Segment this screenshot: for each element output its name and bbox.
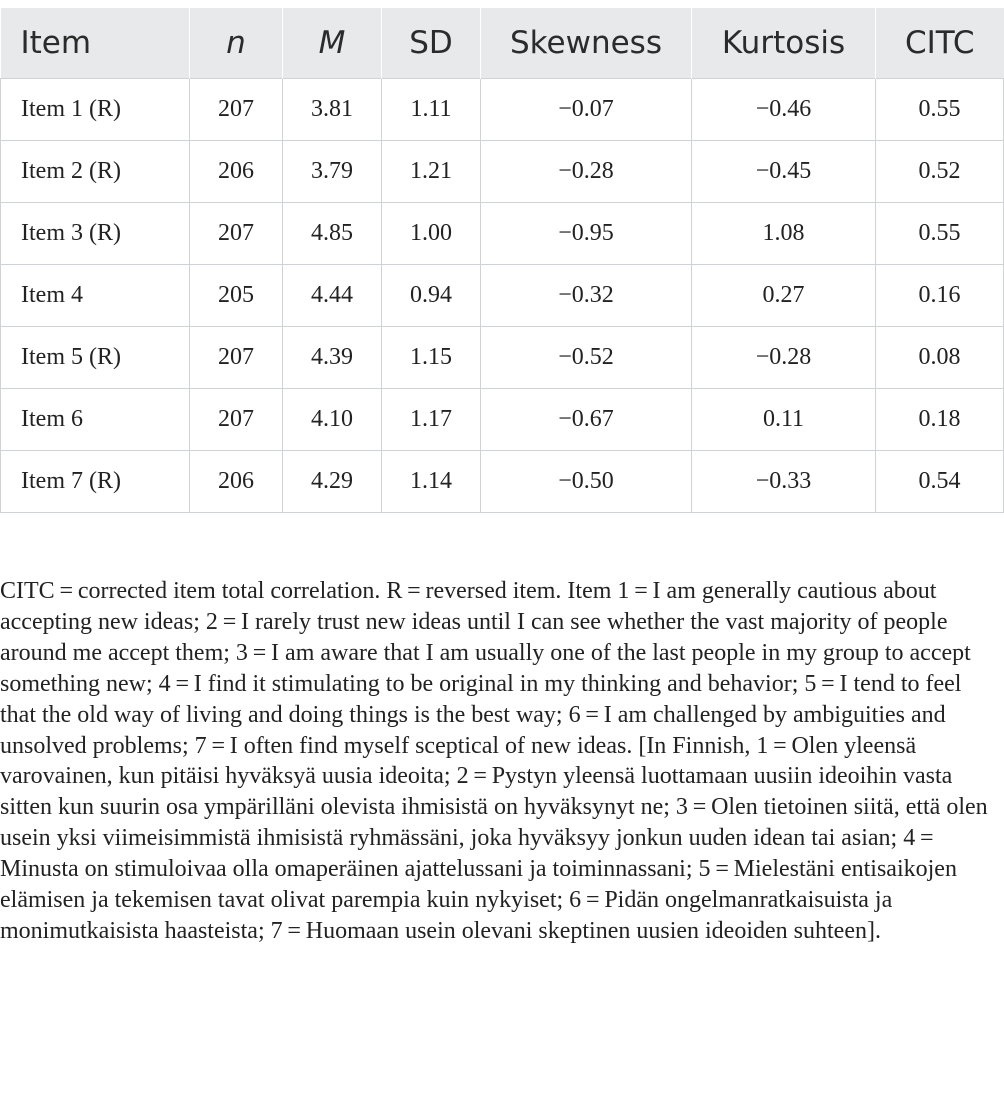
cell-m: 4.39	[283, 326, 382, 388]
header-citc: CITC	[904, 24, 975, 61]
cell-citc: 0.55	[876, 78, 1004, 140]
cell-skewness: −0.52	[481, 326, 692, 388]
cell-kurtosis: −0.33	[692, 450, 876, 512]
table-header	[1, 8, 1004, 78]
cell-sd: 0.94	[382, 264, 481, 326]
table-row	[1, 78, 1004, 140]
cell-n: 206	[190, 140, 283, 202]
cell-kurtosis: 1.08	[692, 202, 876, 264]
cell-skewness: −0.32	[481, 264, 692, 326]
header-m: M	[283, 8, 382, 78]
cell-citc: 0.18	[876, 388, 1004, 450]
header-skewness: Skewness	[481, 8, 692, 78]
cell-kurtosis: −0.45	[692, 140, 876, 202]
table-footnote: CITC = corrected item total correlation. R = reversed item. Item 1 = I am generally cautious about accepting new ideas; 2 = I rarely trust new ideas until I can see whether the vast majority of people around me accept them; 3 = I am aware that I am usually one of the last people in my group to accept something new; 4 = I find it stimulating to be original in my thinking and behavior; 5 = I tend to feel that the old way of living and doing things is the best way; 6 = I am challenged by ambiguities and unsolved problems; 7 = I often find myself sceptical of new ideas. [In Finnish, 1 = Olen yleensä varovainen, kun pitäisi hyväksyä uusia ideoita; 2 = Pystyn yleensä luottamaan uusiin ideoihin vasta sitten kun suurin osa ympärilläni olevista ihmisistä on hyväksynyt ne; 3 = Olen tietoinen siitä, että olen usein yksi viimeisimmistä ihmisistä ryhmässäni, joka hyväksyy jonkun uuden idean tai asian; 4 = Minusta on stimuloivaa olla omaperäinen ajattelussani ja toiminnassani; 5 = Mielestäni entisaikojen elämisen ja tekemisen tavat olivat parempia kuin nykyiset; 6 = Pidän ongelmanratkaisuista ja monimutkaisista haasteista; 7 = Huomaan usein olevani skeptinen uusien ideoiden suhteen].	[0, 578, 988, 944]
cell-sd: 1.15	[382, 326, 481, 388]
cell-n: 207	[190, 326, 283, 388]
table-body	[1, 78, 1004, 512]
cell-kurtosis: −0.28	[692, 326, 876, 388]
cell-m: 4.10	[283, 388, 382, 450]
cell-m: 4.29	[283, 450, 382, 512]
cell-kurtosis: −0.46	[692, 78, 876, 140]
header-item: Item	[1, 8, 190, 78]
cell-citc: 0.52	[876, 140, 1004, 202]
cell-sd: 1.00	[382, 202, 481, 264]
cell-n: 207	[190, 388, 283, 450]
cell-skewness: −0.50	[481, 450, 692, 512]
header-kurtosis: Kurtosis	[692, 8, 876, 78]
cell-m: 3.79	[283, 140, 382, 202]
header-row	[1, 8, 1004, 78]
cell-n: 205	[190, 264, 283, 326]
table-row	[1, 202, 1004, 264]
cell-item: Item 2 (R)	[1, 140, 190, 202]
cell-sd: 1.17	[382, 388, 481, 450]
cell-item: Item 7 (R)	[1, 450, 190, 512]
cell-kurtosis: 0.27	[692, 264, 876, 326]
item-statistics-table	[0, 8, 1004, 513]
header-n: n	[190, 8, 283, 78]
table-row	[1, 140, 1004, 202]
cell-n: 207	[190, 202, 283, 264]
cell-n: 207	[190, 78, 283, 140]
cell-skewness: −0.28	[481, 140, 692, 202]
table-row	[1, 388, 1004, 450]
cell-citc: 0.55	[876, 202, 1004, 264]
cell-kurtosis: 0.11	[692, 388, 876, 450]
cell-skewness: −0.67	[481, 388, 692, 450]
cell-sd: 1.11	[382, 78, 481, 140]
cell-n: 206	[190, 450, 283, 512]
cell-citc: 0.08	[876, 326, 1004, 388]
table-row	[1, 326, 1004, 388]
cell-item: Item 1 (R)	[1, 78, 190, 140]
cell-sd: 1.14	[382, 450, 481, 512]
cell-m: 4.44	[283, 264, 382, 326]
cell-item: Item 5 (R)	[1, 326, 190, 388]
cell-item: Item 4	[1, 264, 190, 326]
cell-m: 4.85	[283, 202, 382, 264]
cell-item: Item 3 (R)	[1, 202, 190, 264]
cell-m: 3.81	[283, 78, 382, 140]
cell-skewness: −0.95	[481, 202, 692, 264]
item-statistics-table-container	[0, 8, 1003, 513]
cell-citc: 0.54	[876, 450, 1004, 512]
cell-citc: 0.16	[876, 264, 1004, 326]
header-sd: SD	[382, 8, 481, 78]
table-row	[1, 264, 1004, 326]
table-row	[1, 450, 1004, 512]
cell-item: Item 6	[1, 388, 190, 450]
cell-sd: 1.21	[382, 140, 481, 202]
cell-skewness: −0.07	[481, 78, 692, 140]
